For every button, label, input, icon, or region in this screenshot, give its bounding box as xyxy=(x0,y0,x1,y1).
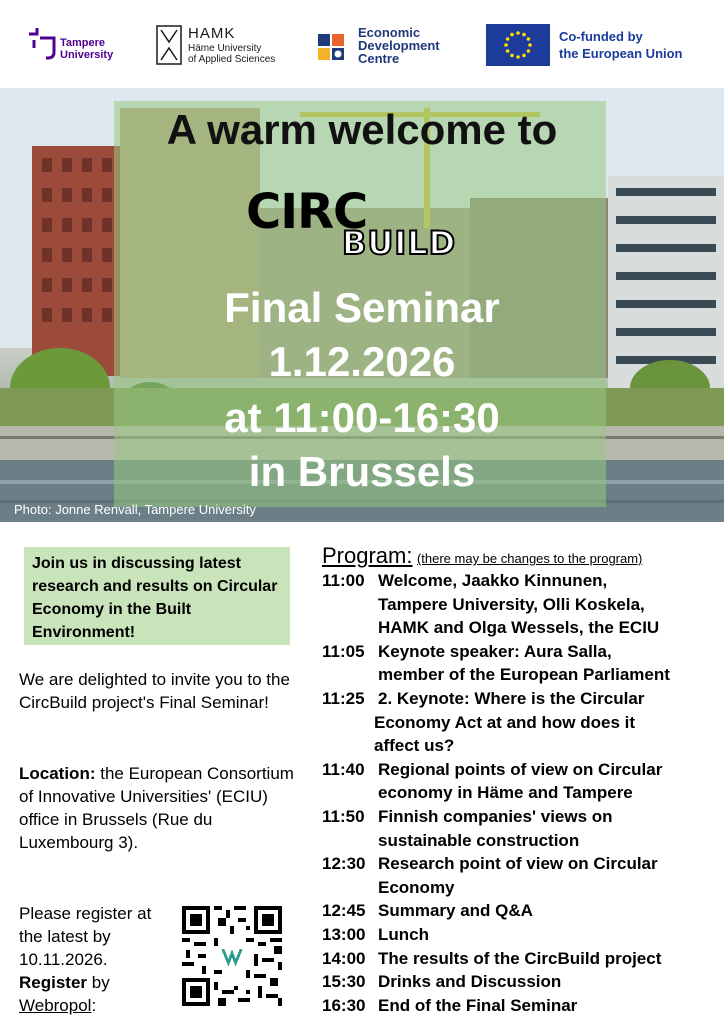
join-callout: Join us in discussing latest research and results on Circular Economy in the Built Environment! xyxy=(24,547,290,645)
eu-cofunded-logo xyxy=(486,24,683,66)
program-item-line: The results of the CircBuild project xyxy=(378,948,662,968)
program-item-time: 13:00 xyxy=(322,924,366,944)
program-item xyxy=(322,805,722,852)
program-item-time: 11:00 xyxy=(322,571,365,590)
welcome-heading: A warm welcome to xyxy=(166,106,558,153)
location-label: Location: xyxy=(19,764,96,783)
invite-text: We are delighted to invite you to the CircBuild project's Final Seminar! xyxy=(19,670,290,712)
program-item xyxy=(322,923,722,947)
circbuild-logo xyxy=(246,184,486,270)
program-item-line: affect us? xyxy=(374,736,455,756)
program-item-line: 2. Keynote: Where is the Circular xyxy=(378,688,645,708)
program-item-time: 14:00 xyxy=(322,948,366,968)
program-item xyxy=(322,947,722,971)
program-item xyxy=(322,569,722,640)
tampere-logo-icon xyxy=(26,24,58,64)
program-item-desc xyxy=(378,640,722,687)
register-colon: : xyxy=(91,996,97,1015)
hamk-logo-icon xyxy=(156,24,182,66)
program-item-line: sustainable construction xyxy=(378,830,580,850)
program-item-time: 16:30 xyxy=(322,995,366,1015)
program-item xyxy=(322,852,722,899)
program-item-desc xyxy=(378,899,722,923)
program-item-time: 12:30 xyxy=(322,854,366,874)
program-item-line: End of the Final Seminar xyxy=(378,995,578,1015)
program-item-desc xyxy=(378,852,722,899)
program-item-time: 11:40 xyxy=(322,759,365,779)
registration-qr-code[interactable] xyxy=(182,906,282,1006)
hamk-logo-text: HAMK Häme University of Applied Sciences xyxy=(188,25,276,65)
program-item-line: Drinks and Discussion xyxy=(378,972,562,992)
program-item-line: HAMK and Olga Wessels, the ECIU xyxy=(378,618,660,638)
program-item-line: economy in Häme and Tampere xyxy=(378,783,633,803)
program-item-desc xyxy=(378,923,722,947)
program-item-desc xyxy=(378,994,722,1018)
program-item-line: Research point of view on Circular xyxy=(378,854,658,874)
program-item-time: 15:30 xyxy=(322,972,366,992)
hero-banner xyxy=(0,88,724,522)
program-item-desc xyxy=(378,758,722,805)
program-title: Program: xyxy=(322,543,413,568)
program-item-time: 11:25 xyxy=(322,688,365,708)
seminar-date: 1.12.2026 xyxy=(268,338,456,385)
tampere-logo-text: Tampere University xyxy=(60,37,114,61)
logo-bar xyxy=(0,0,724,88)
program-item-line: Summary and Q&A xyxy=(378,901,533,921)
program-header xyxy=(322,543,642,569)
register-deadline: Please register at the latest by 10.11.2026. xyxy=(19,904,152,969)
seminar-location: in Brussels xyxy=(248,448,476,495)
program-item-line: Welcome, Jaakko Kinnunen, xyxy=(378,571,608,590)
program-item-line: Economy xyxy=(378,877,455,897)
circbuild-logo-circ: CIRC xyxy=(246,184,368,240)
program-list xyxy=(322,569,722,1017)
eu-flag-icon xyxy=(486,24,550,66)
register-by: by xyxy=(87,973,110,992)
edc-logo xyxy=(316,26,440,65)
register-text xyxy=(19,902,159,1017)
program-item-time: 11:05 xyxy=(322,641,365,661)
seminar-title: Final Seminar xyxy=(224,284,500,331)
register-label: Register xyxy=(19,973,88,992)
program-item-line: Economy Act at and how does it xyxy=(374,712,636,732)
program-item xyxy=(322,640,722,687)
program-item xyxy=(322,970,722,994)
hamk-logo xyxy=(156,24,275,66)
program-item-line: member of the European Parliament xyxy=(378,665,670,685)
program-item-time: 12:45 xyxy=(322,901,366,921)
program-item-time: 11:50 xyxy=(322,806,365,826)
edc-logo-icon xyxy=(316,30,348,62)
circbuild-logo-build: BUILD xyxy=(342,224,457,262)
program-item-line: Keynote speaker: Aura Salla, xyxy=(378,641,612,661)
tampere-university-logo xyxy=(26,24,113,64)
program-item xyxy=(322,758,722,805)
program-item xyxy=(322,994,722,1018)
program-item-desc xyxy=(374,687,722,758)
eu-logo-text: Co-funded by the European Union xyxy=(559,29,683,61)
program-item-desc xyxy=(378,947,722,971)
seminar-time: at 11:00-16:30 xyxy=(224,394,500,441)
program-item-line: Tampere University, Olli Koskela, xyxy=(378,594,645,614)
program-item xyxy=(322,687,722,758)
location-value: the European Consortium of Innovative Universities' (ECIU) office in Brussels (Rue du Luxembourg 3). xyxy=(19,764,294,852)
edc-logo-text: Economic Development Centre xyxy=(358,25,440,66)
program-item-desc xyxy=(378,970,722,994)
program-item xyxy=(322,899,722,923)
photo-credit: Photo: Jonne Renvall, Tampere University xyxy=(14,502,256,517)
program-item-desc xyxy=(378,569,722,640)
program-note: (there may be changes to the program) xyxy=(416,551,643,566)
program-item-line: Lunch xyxy=(378,924,429,944)
webropol-link[interactable]: Webropol xyxy=(19,996,92,1015)
program-item-desc xyxy=(378,805,722,852)
program-item-line: Finnish companies' views on xyxy=(378,806,613,826)
location-text xyxy=(19,762,309,854)
program-item-line: Regional points of view on Circular xyxy=(378,759,663,779)
